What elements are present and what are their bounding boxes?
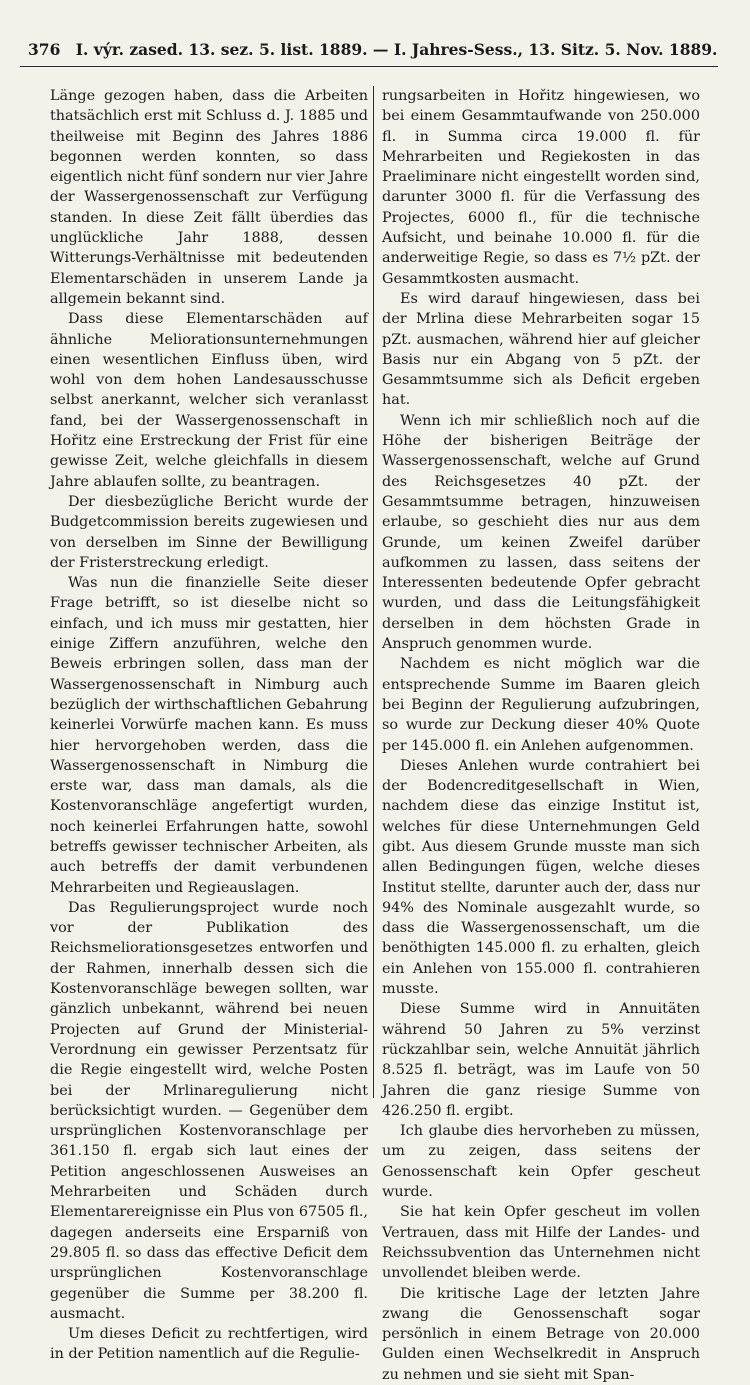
paragraph: Das Regulierungsproject wurde noch vor der Publikation des Reichsmeliorationsgesetzes entworfen und der Rahmen, innerhalb dessen sich die Kostenvoranschläge bewegen sollten, war gänzlich unbekannt, während bei neuen Projecten auf Grund der Ministerial-Verordnung ein gewisser Perzentsatz für die Regie eingestellt wird, welche Posten bei der Mrlinaregulierung nicht berücksichtigt wurden. — Gegenüber dem ursprünglichen Kostenvoranschlage per 361.150 fl. ergab sich laut eines der Petition angeschlossenen Ausweises an Mehrarbeiten und Schäden durch Elementarereignisse ein Plus von 67505 fl., dagegen anderseits eine Ersparniß von 29.805 fl. so dass das effective Deficit dem ursprünglichen Kostenvoranschlage gegenüber die Summe per 38.200 fl. ausmacht. — [50, 899, 368, 1322]
paragraph: Nachdem es nicht möglich war die entsprechende Summe im Baaren gleich bei Beginn der Regulierung aufzubringen, so wurde zur Deckung dieser 40% Quote per 145.000 fl. ein Anlehen aufgenommen. — [382, 656, 700, 754]
paragraph: Dieses Anlehen wurde contrahiert bei der Bodencreditgesellschaft in Wien, nachdem diese das einzige Institut ist, welches für diese Unternehmungen Geld gibt. Aus diesem Grunde musste man sich allen Bedingungen fügen, welche dieses Institut stellte, darunter auch der, dass nur 94% des Nominale ausgezahlt wurde, so dass die Wassergenossenschaft, um die benöthigten 145.000 fl. zu erhalten, gleich ein Anlehen von 155.000 fl. contrahieren musste. — [382, 757, 700, 998]
paragraph: Sie hat kein Opfer gescheut im vollen Vertrauen, dass mit Hilfe der Landes- und Reichssubvention das Unternehmen nicht unvollendet bleiben werde. — [382, 1204, 700, 1282]
paragraph: Länge gezogen haben, dass die Arbeiten thatsächlich erst mit Schluss d. J. 1885 und theilweise mit Beginn des Jahres 1886 begonnen werden konnten, so dass eigentlich nicht fünf sondern nur vier Jahre der Wassergenossenschaft zur Verfügung standen. In diese Zeit fällt überdies das unglückliche Jahr 1888, dessen Witterungs-Verhältnisse mit bedeutenden Elementarschäden in unserem Lande ja allgemein bekannt sind. — [50, 88, 368, 307]
right-column — [382, 86, 700, 1385]
column-divider — [373, 86, 374, 1098]
paragraph: rungsarbeiten in Hořitz hingewiesen, wo bei einem Gesammtaufwande von 250.000 fl. in Summa circa 19.000 fl. für Mehrarbeiten und Regiekosten in das Praeliminare nicht eingestellt worden sind, darunter 3000 fl. für die Verfassung des Projectes, 6000 fl., für die technische Aufsicht, und beinahe 10.000 fl. für die anderweitige Regie, so dass es 7½ pZt. der Gesammtkosten ausmacht. — [382, 88, 700, 287]
paragraph: Ich glaube dies hervorheben zu müssen, um zu zeigen, dass seitens der Genossenschaft kein Opfer gescheut wurde. — [382, 1123, 700, 1201]
paragraph: Um dieses Deficit zu rechtfertigen, wird in der Petition namentlich auf die Regulie- — [50, 1326, 368, 1363]
page-header — [28, 40, 718, 59]
paragraph: Diese Summe wird in Annuitäten während 50 Jahren zu 5% verzinst rückzahlbar sein, welche Annuität jährlich 8.525 fl. beträgt, was im Laufe von 50 Jahren die ganz riesige Summe von 426.250 fl. ergibt. — [382, 1001, 700, 1119]
paragraph: Die kritische Lage der letzten Jahre zwang die Genossenschaft sogar persönlich in einem Betrage von 20.000 Gulden einen Wechselkredit in Anspruch zu nehmen und sie sieht mit Span- — [382, 1285, 700, 1383]
paragraph: Der diesbezügliche Bericht wurde der Budgetcommission bereits zugewiesen und von derselben im Sinne der Bewilligung der Fristerstreckung erledigt. — [50, 493, 368, 571]
page-number: 376 — [28, 40, 61, 59]
paragraph: Dass diese Elementarschäden auf ähnliche Meliorationsunternehmungen einen wesentlichen Einfluss üben, wird wohl von dem hohen Landesausschusse selbst anerkannt, welcher sich veranlasst fand, bei der Wassergenossenschaft in Hořitz eine Erstreckung der Frist für eine gewisse Zeit, welche gleichfalls in diesem Jahre ablaufen sollte, zu beantragen. — [50, 311, 368, 490]
paragraph: Was nun die finanzielle Seite dieser Frage betrifft, so ist dieselbe nicht so einfach, und ich muss mir gestatten, hier einige Ziffern anzuführen, welche den Beweis erbringen sollen, dass man der Wassergenossenschaft in Nimburg auch bezüglich der wirthschaftlichen Gebahrung keinerlei Vorwürfe machen kann. Es muss hier hervorgehoben werden, dass die Wassergenossenschaft in Nimburg die erste war, dass man damals, als die Kostenvoranschläge angefertigt wurden, noch keinerlei Erfahrungen hatte, sowohl betreffs gewisser technischer Arbeiten, als auch betreffs der damit verbundenen Mehrarbeiten und Regieauslagen. — [50, 575, 368, 896]
header-rule — [20, 66, 718, 67]
paragraph: Es wird darauf hingewiesen, dass bei der Mrlina diese Mehrarbeiten sogar 15 pZt. ausmachen, während hier auf gleicher Basis nur ein Abgang von 5 pZt. der Gesammtsumme sich als Deficit ergeben hat. — [382, 290, 700, 409]
running-title: I. výr. zased. 13. sez. 5. list. 1889. — I. Jahres-Sess., 13. Sitz. 5. Nov. 1889. — [75, 40, 718, 59]
paragraph: Wenn ich mir schließlich noch auf die Höhe der bisherigen Beiträge der Wassergenossenschaft, welche auf Grund des Reichsgesetzes 40 pZt. der Gesammtsumme betragen, hinzuweisen erlaube, so geschieht dies nur aus dem Grunde, um keinen Zweifel darüber aufkommen zu lassen, dass seitens der Interessenten bedeutende Opfer gebracht wurden, und dass die Leitungsfähigkeit derselben in dem höchsten Grade in Anspruch genommen wurde. — [382, 412, 700, 653]
